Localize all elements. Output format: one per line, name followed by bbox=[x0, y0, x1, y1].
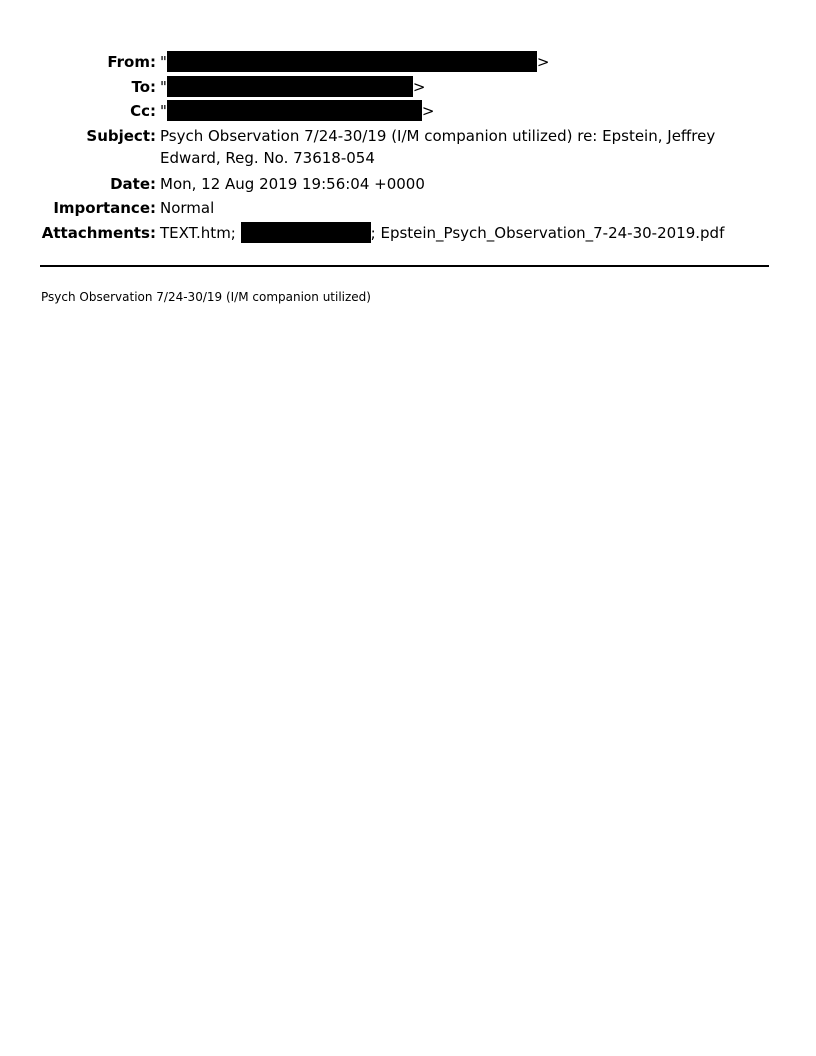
attachment-redaction bbox=[241, 222, 371, 243]
from-suffix: > bbox=[536, 53, 550, 71]
importance-value: Normal bbox=[160, 199, 215, 217]
header-divider bbox=[40, 265, 769, 267]
to-suffix: > bbox=[412, 77, 426, 96]
attachments-value bbox=[160, 221, 760, 245]
email-header bbox=[0, 50, 816, 245]
email-body-text: Psych Observation 7/24-30/19 (I/M companion utilized) bbox=[41, 290, 371, 304]
attachment-pdf[interactable]: ; Epstein_Psych_Observation_7-24-30-2019.pdf bbox=[370, 223, 725, 242]
cc-row bbox=[0, 99, 816, 124]
date-label: Date: bbox=[110, 174, 156, 193]
subject-label: Subject: bbox=[86, 126, 156, 145]
date-value: Mon, 12 Aug 2019 19:56:04 +0000 bbox=[160, 174, 425, 193]
to-row bbox=[0, 75, 816, 100]
from-value bbox=[160, 50, 760, 74]
date-row bbox=[0, 172, 816, 197]
from-redaction bbox=[167, 51, 537, 72]
cc-suffix: > bbox=[421, 102, 435, 120]
importance-row bbox=[0, 196, 816, 221]
attachments-row bbox=[0, 221, 816, 246]
cc-redaction bbox=[167, 100, 422, 121]
to-redaction bbox=[167, 76, 413, 97]
subject-row bbox=[0, 124, 816, 172]
attachments-label: Attachments: bbox=[41, 223, 156, 242]
from-label: From: bbox=[107, 53, 156, 71]
importance-label: Importance: bbox=[53, 199, 156, 217]
to-quote: " bbox=[160, 77, 167, 96]
cc-quote: " bbox=[160, 102, 167, 120]
from-quote: " bbox=[160, 53, 167, 71]
from-row bbox=[0, 50, 816, 75]
subject-value: Psych Observation 7/24-30/19 (I/M companion utilized) re: Epstein, Jeffrey Edward, Reg. No. 73618-054 bbox=[160, 126, 716, 167]
to-value bbox=[160, 75, 760, 99]
attachment-text-htm[interactable]: TEXT.htm; bbox=[160, 223, 236, 242]
cc-value bbox=[160, 99, 760, 123]
cc-label: Cc: bbox=[130, 102, 156, 120]
to-label: To: bbox=[131, 77, 156, 96]
